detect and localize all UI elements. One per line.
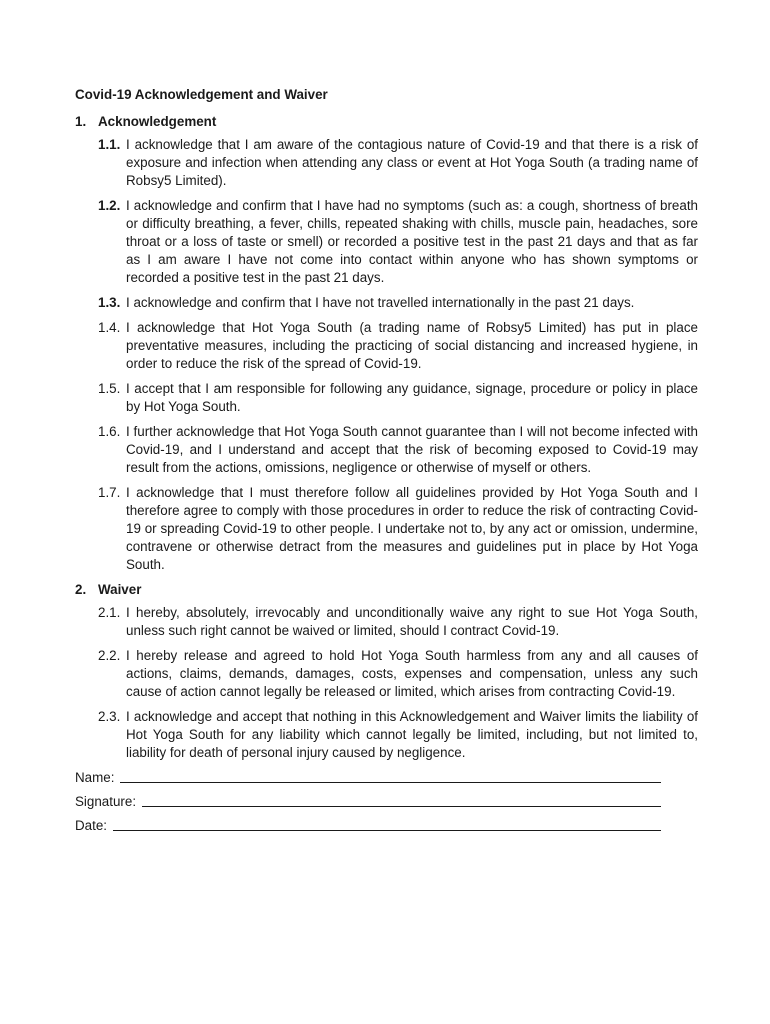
name-field[interactable] bbox=[75, 769, 661, 787]
name-line[interactable] bbox=[120, 769, 661, 783]
clause-number: 1.2. bbox=[98, 198, 121, 213]
section-title: Acknowledgement bbox=[98, 114, 217, 129]
clause-number: 1.5. bbox=[98, 381, 121, 396]
clause-text: I acknowledge and confirm that I have not travelled internationally in the past 21 days. bbox=[126, 295, 635, 310]
date-label: Date: bbox=[75, 818, 111, 833]
date-line[interactable] bbox=[113, 817, 661, 831]
date-field[interactable] bbox=[75, 817, 661, 835]
clause-number: 2.2. bbox=[98, 648, 121, 663]
clause-1-1 bbox=[75, 136, 698, 190]
clause-1-3 bbox=[75, 294, 698, 312]
clause-1-5 bbox=[75, 380, 698, 416]
clause-number: 1.1. bbox=[98, 137, 121, 152]
clause-number: 1.6. bbox=[98, 424, 121, 439]
signature-label: Signature: bbox=[75, 794, 140, 809]
section-acknowledgement bbox=[75, 113, 698, 574]
name-label: Name: bbox=[75, 770, 119, 785]
clause-2-3 bbox=[75, 708, 698, 762]
clause-text: I acknowledge that Hot Yoga South (a trading name of Robsy5 Limited) has put in place preventative measures, including the practicing of social distancing and increased hygiene, in order to reduce the risk of the spread of Covid-19. bbox=[126, 320, 698, 371]
signature-line[interactable] bbox=[142, 793, 661, 807]
clause-2-1 bbox=[75, 604, 698, 640]
section-title: Waiver bbox=[98, 582, 142, 597]
signature-field[interactable] bbox=[75, 793, 661, 811]
clause-1-4 bbox=[75, 319, 698, 373]
clause-text: I acknowledge that I am aware of the contagious nature of Covid-19 and that there is a risk of exposure and infection when attending any class or event at Hot Yoga South (a trading name of Robsy5 Limited). bbox=[126, 137, 698, 188]
clause-number: 1.7. bbox=[98, 485, 121, 500]
section-waiver bbox=[75, 581, 698, 762]
section-number: 1. bbox=[75, 114, 87, 129]
document-title: Covid-19 Acknowledgement and Waiver bbox=[75, 87, 328, 102]
clause-text: I acknowledge that I must therefore follow all guidelines provided by Hot Yoga South and I therefore agree to comply with those procedures in order to reduce the risk of contracting Covid-19 or spreading Covid-19 to other people. I undertake not to, by any act or omission, undermine, contravene or otherwise detract from the measures and guidelines put in place by Hot Yoga South. bbox=[126, 485, 698, 572]
clause-text: I hereby release and agreed to hold Hot Yoga South harmless from any and all causes of actions, claims, demands, damages, costs, expenses and compensation, unless any such cause of action cannot legally be released or limited, which arises from contracting Covid-19. bbox=[126, 648, 698, 699]
clause-number: 1.3. bbox=[98, 295, 121, 310]
clause-text: I acknowledge and accept that nothing in this Acknowledgement and Waiver limits the liability of Hot Yoga South for any liability which cannot legally be limited, including, but not limited to, liability for death of personal injury caused by negligence. bbox=[126, 709, 698, 760]
clause-number: 2.3. bbox=[98, 709, 121, 724]
waiver-document bbox=[75, 86, 698, 841]
signature-block bbox=[75, 769, 698, 835]
clause-text: I further acknowledge that Hot Yoga South cannot guarantee than I will not become infected with Covid-19, and I understand and accept that the risk of becoming exposed to Covid-19 may result from the actions, omissions, negligence or otherwise of myself or others. bbox=[126, 424, 698, 475]
clause-1-6 bbox=[75, 423, 698, 477]
clause-2-2 bbox=[75, 647, 698, 701]
clause-text: I hereby, absolutely, irrevocably and unconditionally waive any right to sue Hot Yoga South, unless such right cannot be waived or limited, should I contract Covid-19. bbox=[126, 605, 698, 638]
clause-number: 1.4. bbox=[98, 320, 121, 335]
clause-text: I accept that I am responsible for following any guidance, signage, procedure or policy in place by Hot Yoga South. bbox=[126, 381, 698, 414]
clause-text: I acknowledge and confirm that I have had no symptoms (such as: a cough, shortness of breath or difficulty breathing, a fever, chills, repeated shaking with chills, muscle pain, headaches, sore throat or a loss of taste or smell) or recorded a positive test in the past 21 days and that as far as I am aware I have not come into contact within anyone who has shown symptoms or recorded a positive test in the past 21 days. bbox=[126, 198, 698, 285]
section-number: 2. bbox=[75, 582, 87, 597]
section-heading bbox=[75, 113, 698, 131]
clause-number: 2.1. bbox=[98, 605, 121, 620]
clause-1-2 bbox=[75, 197, 698, 287]
clause-1-7 bbox=[75, 484, 698, 574]
section-heading bbox=[75, 581, 698, 599]
